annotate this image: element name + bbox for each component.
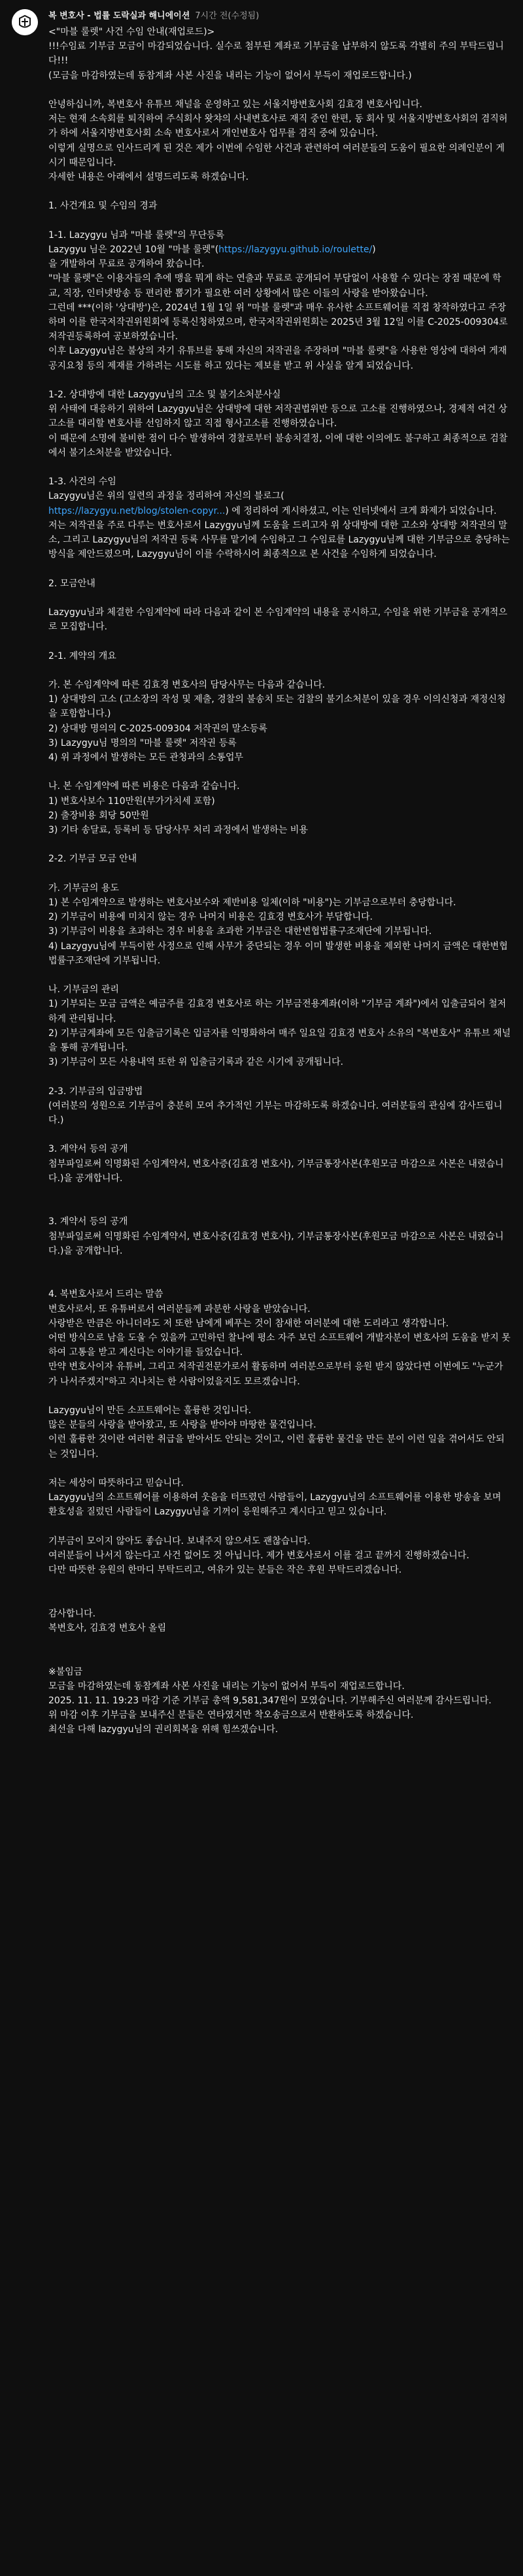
- content-line: [48, 939, 511, 968]
- content-line: [48, 1548, 511, 1563]
- content-line: [48, 69, 511, 83]
- content-text: 이렇게 실명으로 인사드리게 된 것은 제가 이번에 수임한 사건과 관련하여 여러분들의 도움이 필요한 의례인분이 게시기 때문입니다.: [48, 142, 505, 168]
- content-line: [48, 39, 511, 68]
- post-time[interactable]: 7시간 전(수정됨): [195, 11, 260, 21]
- content-text: 어떤 방식으로 남을 도울 수 있을까 고민하던 찰나에 평소 자주 보던 소프트웨어 개발자분이 변호사의 도움을 받지 못하여 고통을 받고 계신다는 이야기를 들었습니다.: [48, 1332, 511, 1358]
- post-body: [48, 9, 511, 1737]
- content-text: 2-3. 기부금의 입금방법: [48, 1086, 143, 1097]
- content-line: [48, 779, 511, 794]
- content-line: [48, 997, 511, 1026]
- content-line: [48, 1665, 511, 1679]
- content-text: 1-2. 상대방에 대한 Lazygyu님의 고소 및 불기소처분사실: [48, 390, 281, 401]
- content-text: 저는 저작권을 주로 다루는 변호사로서 Lazygyu님께 도움을 드리고자 위 상대방에 대한 고소와 상대방 저작권의 말소, 그리고 Lazygyu님의 저작권 등록 사무를 맡기에 수임하고 그 수임료를 Lazygyu님께 대한 기부금으로 충당하는 방식을 제안드렸으며, Lazygyu님이 이를 수락하시어 최종적으로 본 사건을 수임하게 되었습니다.: [48, 520, 513, 560]
- content-text: 2) 출장비용 회당 50만원: [48, 810, 149, 821]
- content-line: [48, 504, 511, 518]
- content-line: [48, 1287, 511, 1301]
- content-text: 위 마감 이후 기부금을 보내주신 분들은 연타였지만 착오송금으로서 반환하도록 하겠습니다.: [48, 1710, 414, 1721]
- content-line: [48, 678, 511, 692]
- content-line: [48, 1694, 511, 1708]
- content-text: 이런 훌륭한 것이란 여러한 취급을 받아서도 안되는 것이고, 이런 훌륭한 물건을 만든 분이 이런 일을 겪어서도 안되는 것입니다.: [48, 1434, 505, 1460]
- content-line: [48, 1316, 511, 1331]
- blank-line: [48, 1635, 511, 1650]
- content-text: 많은 분들의 사랑을 받아왔고, 또 사랑을 받아야 마땅한 물건입니다.: [48, 1420, 316, 1431]
- content-text: 2-1. 계약의 개요: [48, 650, 116, 661]
- content-text: 첨부파일로써 익명화된 수임계약서, 변호사증(김효경 변호사), 기부금통장사본(후원모금 마감으로 사본은 내렸습니다.)을 공개합니다.: [48, 1231, 504, 1256]
- author-name[interactable]: 복 변호사 - 법률 도락실과 해니에이션: [48, 11, 190, 21]
- blank-line: [48, 1462, 511, 1476]
- content-text: 2) 기부금이 비용에 미치지 않는 경우 나머지 비용은 김효경 변호사가 부담합니다.: [48, 912, 373, 923]
- content-link[interactable]: https://lazygyu.github.io/roulette/: [218, 244, 373, 255]
- post-content: [48, 25, 511, 1737]
- content-line: [48, 402, 511, 431]
- blank-line: [48, 591, 511, 605]
- blank-line: [48, 867, 511, 881]
- content-line: [48, 1360, 511, 1388]
- content-text: 가. 본 수임계약에 따른 김효경 변호사의 담당사무는 다음과 같습니다.: [48, 680, 326, 690]
- content-text: 1) 본 수임계약으로 발생하는 변호사보수와 제반비용 일체(이하 "비용")는 기부금으로부터 충당합니다.: [48, 897, 456, 908]
- blank-line: [48, 1069, 511, 1084]
- content-text: ): [372, 244, 376, 255]
- content-line: [48, 1418, 511, 1432]
- content-line: [48, 25, 511, 39]
- content-text: 3) 기부금이 모든 사용내역 또한 위 입출금기록과 같은 시기에 공개됩니다.: [48, 1057, 344, 1068]
- content-text: 1) 변호사보수 110만원(부가가치세 포함): [48, 795, 215, 807]
- content-line: [48, 271, 511, 300]
- content-line: [48, 1157, 511, 1186]
- content-line: [48, 1432, 511, 1461]
- content-text: 2-2. 기부금 모금 안내: [48, 854, 137, 865]
- blank-line: [48, 1577, 511, 1592]
- content-text: 3) 기타 송달료, 등록비 등 담당사무 처리 과정에서 발생하는 비용: [48, 825, 308, 836]
- content-line: [48, 722, 511, 736]
- content-text: (모금을 마감하였는데 동참계좌 사본 사진을 내리는 기능이 없어서 부득이 재업로드합니다.): [48, 70, 412, 81]
- content-text: 2) 상대방 명의의 C-2025-009304 저작권의 말소등록: [48, 723, 267, 734]
- blank-line: [48, 1650, 511, 1664]
- content-line: [48, 1403, 511, 1418]
- content-line: [48, 1722, 511, 1737]
- content-text: 첨부파일로써 익명화된 수임계약서, 변호사증(김효경 변호사), 기부금통장사본(후원모금 마감으로 사본은 내렸습니다.)을 공개합니다.: [48, 1158, 504, 1184]
- content-text: 안녕하십니까, 복변호사 유튜브 채널을 운영하고 있는 서울지방변호사회 김효경 변호사입니다.: [48, 99, 422, 110]
- post-meta: [48, 10, 511, 22]
- content-line: [48, 649, 511, 663]
- content-line: [48, 388, 511, 402]
- blank-line: [48, 1128, 511, 1142]
- content-text: 3. 계약서 등의 공개: [48, 1216, 128, 1228]
- content-line: [48, 301, 511, 344]
- content-line: [48, 852, 511, 866]
- content-text: 기부금이 모이지 않아도 좋습니다. 보내주지 않으셔도 괜찮습니다.: [48, 1535, 311, 1547]
- blank-line: [48, 1186, 511, 1200]
- content-line: [48, 257, 511, 271]
- content-text: "마블 룰렛"은 이용자들의 추에 맹을 뭐게 하는 연출과 무료로 공개되어 부담없이 사용할 수 있다는 장점 때문에 학교, 직장, 인터넷방송 등 편리한 뽑기가 필요한 여러 상황에서 많은 이들의 사랑을 받아왔습니다.: [48, 273, 501, 299]
- content-text: 2025. 11. 11. 19:23 마감 기준 기부금 총액 9,581,347원이 모였습니다. 기부해주신 여러분께 감사드립니다.: [48, 1695, 492, 1706]
- blank-line: [48, 460, 511, 475]
- content-line: [48, 750, 511, 765]
- blank-line: [48, 1389, 511, 1403]
- content-line: [48, 577, 511, 591]
- content-text: 그런데 ***(이하 '상대방')은, 2024년 1월 1일 위 "마블 룰렛"과 매우 유사한 소프트웨어를 직접 창작하였다고 주장하며 이를 한국저작권위원회에 등록신청하였으며, 한국저작권위원회는 2025년 3월 12일 이를 C-2025-009304로 저작권등록하여 공보하였습니다.: [48, 302, 511, 343]
- content-text: Lazygyu님이 만든 소프트웨어는 훌륭한 것입니다.: [48, 1405, 252, 1416]
- content-line: [48, 1534, 511, 1548]
- content-text: Lazygyu님과 체결한 수임계약에 따라 다음과 같이 본 수임계약의 내용을 공시하고, 수임을 위한 기부금을 공개적으로 모집합니다.: [48, 607, 507, 633]
- blank-line: [48, 1273, 511, 1287]
- content-text: 2) 기부금계좌에 모든 입출금기록은 입금자를 익명화하여 매주 일요일 김효경 변호사 소유의 "복변호사" 유튜브 채널을 통해 공개됩니다.: [48, 1028, 511, 1054]
- content-line: [48, 1490, 511, 1519]
- content-text: 1) 상대방의 고소 (고소장의 작성 및 제출, 경찰의 불송치 또는 검찰의 불기소처분이 있을 경우 이의신청과 재정신청을 포함합니다.): [48, 694, 506, 720]
- content-text: 3. 계약서 등의 공개: [48, 1144, 128, 1155]
- content-text: 감사합니다.: [48, 1608, 96, 1619]
- content-text: ※불임금: [48, 1666, 83, 1677]
- content-line: [48, 736, 511, 750]
- content-text: (여러분의 성원으로 기부금이 충분히 모여 추가적인 기부는 마감하도록 하겠습니다. 여러분들의 관심에 감사드립니다.): [48, 1100, 503, 1126]
- content-text: 변호사로서, 또 유튜버로서 여러분들께 과분한 사랑을 받았습니다.: [48, 1303, 311, 1314]
- content-text: 다만 따뜻한 응원의 한마디 부탁드리고, 여유가 있는 분들은 작은 후원 부탁드리겠습니다.: [48, 1565, 402, 1576]
- blank-line: [48, 1258, 511, 1273]
- content-line: [48, 228, 511, 243]
- content-text: Lazygyu 님은 2022년 10월 "마블 룰렛"(: [48, 244, 219, 255]
- content-text: 만약 변호사이자 유튜버, 그리고 저작권전문가로서 활동하며 여러분으로부터 응원 받지 않았다면 이번에도 "누군가가 나서주겠지"하고 지나치는 한 사람이었을지도 모르겠습니다.: [48, 1362, 503, 1387]
- content-line: [48, 982, 511, 997]
- content-line: [48, 1214, 511, 1229]
- content-line: [48, 1331, 511, 1360]
- content-line: [48, 1708, 511, 1722]
- content-text: 을 개발하여 무료로 공개하여 왔습니다.: [48, 259, 205, 270]
- content-line: [48, 1476, 511, 1490]
- content-text: 4) Lazygyu님에 부득이한 사정으로 인해 사무가 중단되는 경우 이미 발생한 비용을 제외한 나머지 금액은 대한변협법률구조재단에 기부됩니다.: [48, 941, 508, 966]
- content-line: [48, 1142, 511, 1156]
- content-line: [48, 489, 511, 503]
- content-line: [48, 141, 511, 170]
- blank-line: [48, 1592, 511, 1607]
- content-line: [48, 518, 511, 562]
- content-line: [48, 895, 511, 910]
- content-text: 4. 복변호사로서 드리는 말씀: [48, 1289, 163, 1300]
- content-line: [48, 243, 511, 257]
- content-line: [48, 1084, 511, 1099]
- blank-line: [48, 765, 511, 779]
- blank-line: [48, 634, 511, 648]
- post-header: [12, 9, 511, 1737]
- content-text: !!!수임료 기부금 모금이 마감되었습니다. 실수로 첨부된 계좌로 기부금을 납부하지 않도록 각별히 주의 부탁드립니다!!!: [48, 41, 504, 67]
- content-text: 1-1. Lazygyu 님과 "마블 룰렛"의 무단등록: [48, 229, 225, 241]
- content-line: [48, 605, 511, 634]
- blank-line: [48, 373, 511, 388]
- content-line: [48, 1607, 511, 1621]
- blank-line: [48, 663, 511, 678]
- content-text: Lazygyu님은 위의 일련의 과정을 정리하여 자신의 블로그(: [48, 491, 284, 502]
- blank-line: [48, 184, 511, 199]
- content-text: Lazygyu님의 소프트웨어를 이용하여 웃음을 터뜨렸던 사람들이, Lazygyu님의 소프트웨어를 이용한 방송을 보며 환호성을 질렀던 사람들이 Lazygyu님을 기꺼이 응원해주고 계시다고 믿고 있습니다.: [48, 1492, 504, 1518]
- content-text: <"마블 룰렛" 사건 수임 안내(재업로드)>: [48, 27, 215, 37]
- content-text: 나. 본 수임계약에 따른 비용은 다음과 같습니다.: [48, 781, 240, 792]
- blank-line: [48, 1200, 511, 1214]
- content-text: 저는 현재 소속회를 퇴직하여 주식회사 왓챠의 사내변호사로 재직 중인 한편, 동 회사 및 서울지방변호사회의 겸직허가 하에 서울지방변호사회 소속 변호사로서 개인변호사 업무를 겸직 중에 있습니다.: [48, 114, 508, 139]
- content-line: [48, 97, 511, 112]
- content-text: 최선을 다해 lazygyu님의 권리회복을 위해 힘쓰겠습니다.: [48, 1724, 278, 1735]
- channel-logo-icon: [12, 9, 38, 35]
- blank-line: [48, 83, 511, 97]
- content-line: [48, 881, 511, 895]
- content-line: [48, 794, 511, 809]
- content-line: [48, 431, 511, 460]
- content-text: 자세한 내용은 아래에서 설명드리도록 하겠습니다.: [48, 172, 249, 183]
- content-text: 모금을 마감하였는데 동참계좌 사본 사진을 내리는 기능이 없어서 부득이 재업로드합니다.: [48, 1681, 405, 1692]
- content-line: [48, 1563, 511, 1577]
- content-text: 나. 기부금의 관리: [48, 984, 120, 995]
- content-line: [48, 910, 511, 924]
- content-text: ) 에 정리하여 게시하셨고, 이는 인터넷에서 크게 화제가 되었습니다.: [225, 505, 497, 516]
- content-line: [48, 1099, 511, 1128]
- content-text: 이후 Lazygyu님은 불상의 자기 유튜브를 통해 자신의 저작권을 주장하며 "마블 룰렛"을 사용한 영상에 대하여 게재공지요청 등의 제재를 가하려는 시도를 하고 있다는 제보를 받고 위 사실을 알게 되었습니다.: [48, 346, 507, 371]
- blank-line: [48, 837, 511, 852]
- content-text: 3) 기부금이 비용을 초과하는 경우 비용을 초과한 기부금은 대한변협법률구조재단에 기부됩니다.: [48, 926, 432, 937]
- content-text: 복변호사, 김효경 변호사 올림: [48, 1622, 167, 1633]
- content-text: 2. 모금안내: [48, 578, 95, 589]
- content-text: 이 때문에 소명에 불비한 점이 다수 발생하여 경찰로부터 불송치결정, 이에 대한 이의에도 불구하고 최종적으로 검찰에서 불기소처분을 받았습니다.: [48, 433, 508, 458]
- content-text: 1) 기부되는 모금 금액은 예금주를 김효경 변호사로 하는 기부금전용계좌(이하 "기부금 계좌")에서 입출금되어 철저하게 관리됩니다.: [48, 999, 507, 1024]
- content-line: [48, 475, 511, 489]
- blank-line: [48, 1520, 511, 1534]
- blank-line: [48, 968, 511, 982]
- content-text: 여러분들이 나서지 않는다고 사건 없어도 것 아닙니다. 제가 변호사로서 이를 걸고 끝까지 진행하겠습니다.: [48, 1550, 469, 1561]
- content-line: [48, 1302, 511, 1316]
- content-line: [48, 112, 511, 141]
- content-line: [48, 1679, 511, 1694]
- content-line: [48, 1229, 511, 1258]
- content-text: 3) Lazygyu님 명의의 "마블 룰렛" 저작권 등록: [48, 737, 237, 748]
- content-text: 4) 위 과정에서 발생하는 모든 관청과의 소통업무: [48, 752, 244, 763]
- content-line: [48, 1621, 511, 1635]
- content-text: 위 사태에 대응하기 위하여 Lazygyu님은 상대방에 대한 저작권법위반 등으로 고소를 진행하였으나, 경제적 여건 상 고소를 대리할 변호사를 선임하지 않고 직접 형사고소를 진행하였습니다.: [48, 404, 511, 429]
- avatar[interactable]: [12, 9, 38, 35]
- content-text: 가. 기부금의 용도: [48, 882, 120, 894]
- content-text: 1. 사건개요 및 수임의 경과: [48, 201, 158, 212]
- blank-line: [48, 561, 511, 576]
- content-text: 사랑받은 만큼은 아니더라도 저 또한 남에게 베푸는 것이 참새한 여러분에 대한 도리라고 생각합니다.: [48, 1318, 449, 1329]
- content-link[interactable]: https://lazygyu.net/blog/stolen-copyr...: [48, 505, 226, 516]
- content-text: 1-3. 사건의 수임: [48, 477, 116, 488]
- content-line: [48, 199, 511, 213]
- content-line: [48, 170, 511, 184]
- content-text: 저는 세상이 따뜻하다고 믿습니다.: [48, 1477, 184, 1488]
- content-line: [48, 1026, 511, 1055]
- content-line: [48, 1055, 511, 1069]
- content-line: [48, 344, 511, 373]
- content-line: [48, 692, 511, 721]
- content-line: [48, 809, 511, 823]
- content-line: [48, 823, 511, 837]
- content-line: [48, 924, 511, 939]
- blank-line: [48, 214, 511, 228]
